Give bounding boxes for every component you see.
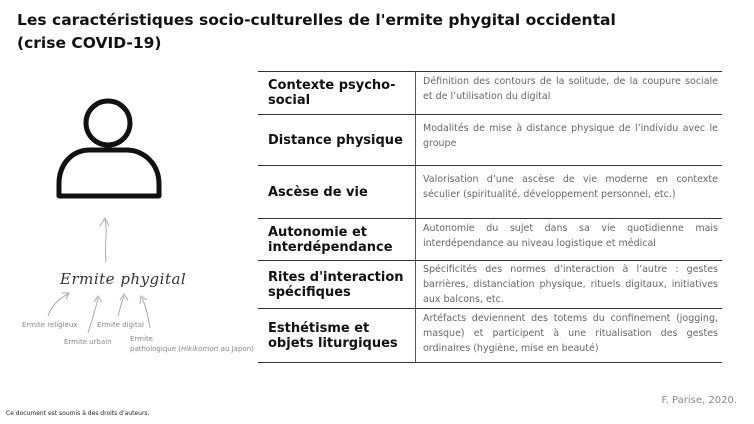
row-description: Spécificités des normes d’interaction à l’autre : gestes barrières, distanciation physique, rituels digitaux, initiatives aux balcons, etc. — [423, 264, 718, 305]
row-label-cell — [258, 261, 416, 308]
row-description: Artéfacts deviennent des totems du confinement (jogging, masque) et participent à une ritualisation des gestes ordinaires (hygiène, mise en beauté) — [423, 313, 718, 354]
type-religieux: Ermite religieux — [22, 321, 78, 329]
figure-diagram — [0, 0, 260, 360]
ermite-phygital-label: Ermite phygital — [60, 270, 187, 288]
row-description-cell — [416, 219, 722, 260]
arrow-religieux — [48, 294, 68, 316]
row-label-cell — [258, 309, 416, 362]
row-label-cell — [258, 166, 416, 218]
row-description: Modalités de mise à distance physique de l’individu avec le groupe — [423, 123, 718, 149]
row-description: Définition des contours de la solitude, de la coupure sociale et de l’utilisation du digital — [423, 76, 718, 102]
row-label-cell — [258, 71, 416, 114]
arrow-up-head — [100, 218, 109, 226]
characteristics-table — [258, 71, 722, 363]
row-label: Esthétisme et objets liturgiques — [268, 320, 398, 351]
page-title: Les caractéristiques socio-culturelles de l'ermite phygital occidental (crise COVID-19) — [17, 11, 616, 52]
row-description-cell — [416, 115, 722, 165]
table-row — [258, 261, 722, 309]
row-label: Ascèse de vie — [268, 184, 368, 200]
table-row — [258, 166, 722, 219]
row-label-cell — [258, 115, 416, 165]
table-row — [258, 309, 722, 363]
hikikomori-term: Hikikomori — [180, 345, 219, 353]
table-row — [258, 219, 722, 261]
type-pathologique-line2: pathologique (Hikikomori au Japon) — [130, 345, 254, 353]
arrow-religieux-head — [62, 293, 69, 299]
row-label: Contexte psycho-social — [268, 77, 396, 108]
row-description-cell — [416, 261, 722, 308]
row-label: Distance physique — [268, 132, 403, 148]
type-pathologique-line1: Ermite — [130, 335, 153, 343]
type-digital: Ermite digital — [97, 321, 144, 329]
row-description-cell — [416, 71, 722, 114]
table-row — [258, 115, 722, 166]
row-label: Autonomie et interdépendance — [268, 224, 393, 255]
author-credit: F. Parise, 2020. — [661, 395, 737, 406]
arrow-up — [105, 220, 106, 262]
row-description-cell — [416, 309, 722, 362]
copyright-notice: Ce document est soumis à des droits d'auteurs. — [6, 410, 150, 417]
row-label: Rites d'interaction spécifiques — [268, 269, 404, 300]
type-urbain: Ermite urbain — [64, 338, 112, 346]
type-pathologique — [130, 334, 254, 354]
table-row — [258, 71, 722, 115]
row-description: Valorisation d’une ascèse de vie moderne en contexte séculier (spiritualité, développement personnel, etc.) — [423, 174, 718, 200]
row-description-cell — [416, 166, 722, 218]
row-description: Autonomie du sujet dans sa vie quotidienne mais interdépendance au niveau logistique et médical — [423, 223, 718, 249]
person-icon — [59, 101, 159, 196]
row-label-cell — [258, 219, 416, 260]
